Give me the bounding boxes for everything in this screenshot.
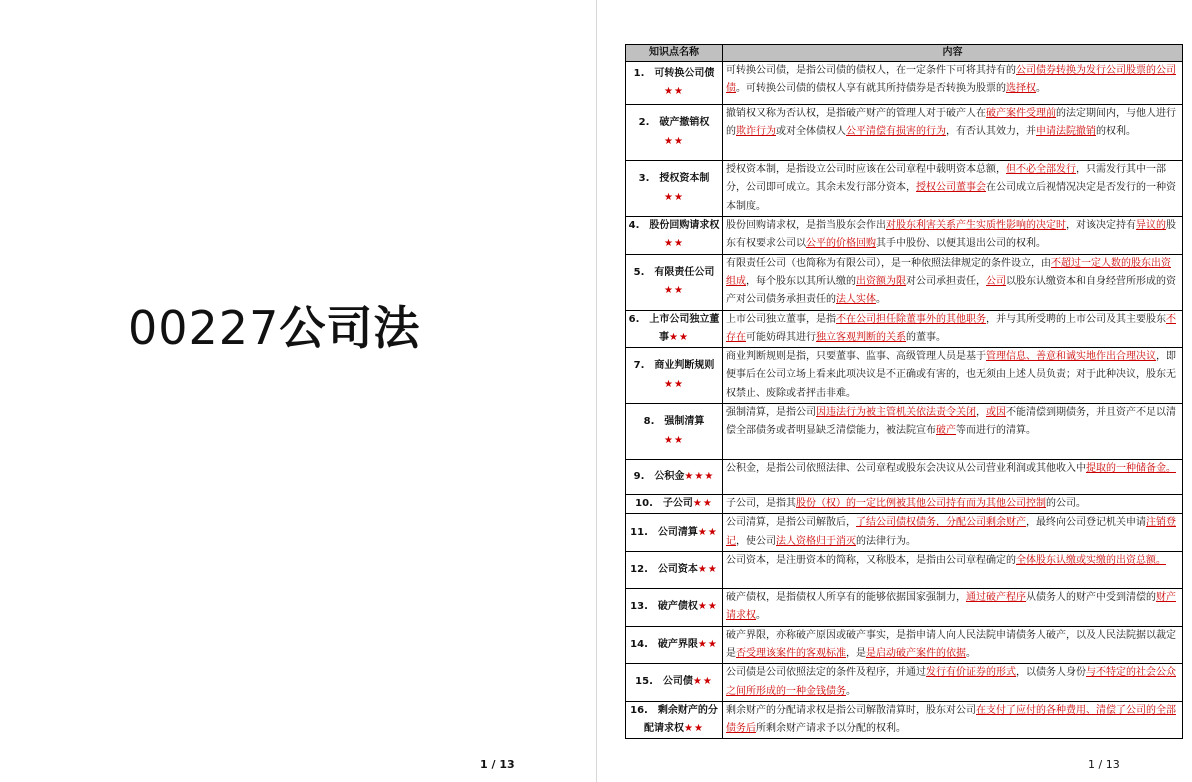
content-text: 的公司。 xyxy=(1046,498,1086,510)
table-row xyxy=(626,404,1183,460)
importance-stars: ★★ xyxy=(664,86,684,97)
highlighted-text: 注销登记 xyxy=(726,517,1176,547)
content-text: ，以债务人身份 xyxy=(1016,667,1086,679)
importance-stars: ★★ xyxy=(697,563,718,575)
content-text: 公司资本，是注册资本的简称，又称股本，是指由公司章程确定的 xyxy=(726,555,1016,567)
highlighted-text: 是启动破产案件的依据 xyxy=(866,647,966,659)
highlighted-text: 公司 xyxy=(986,275,1006,287)
importance-stars: ★★ xyxy=(664,191,684,203)
table-row xyxy=(626,460,1183,495)
table-row xyxy=(626,105,1183,161)
importance-stars: ★★ xyxy=(664,285,684,297)
highlighted-text: 授权公司董事会 xyxy=(916,182,986,194)
content-text: ，每个股东以其所认缴的 xyxy=(746,275,856,287)
highlighted-text: 股份（权）的一定比例被其他公司持有而为其他公司控制 xyxy=(796,498,1046,510)
content-text: 以股东认缴资本和自身经营所形成的资产对公司债务承担责任的 xyxy=(726,275,1176,306)
knowledge-content-cell xyxy=(723,664,1183,702)
table-header-row xyxy=(626,45,1183,62)
content-text: ， xyxy=(976,407,986,419)
content-text: 强制清算，是指公司 xyxy=(726,407,816,419)
highlighted-text: 不存在 xyxy=(726,313,1176,343)
importance-stars: ★★ xyxy=(664,378,684,390)
content-text: ，是 xyxy=(846,647,866,659)
highlighted-text: 出资额为限 xyxy=(856,275,906,287)
content-text: 。可转换公司债的债权人享有就其所持债券是否转换为股票的 xyxy=(736,83,1006,95)
importance-stars: ★★ xyxy=(697,601,718,613)
highlighted-text: 法人资格归于消灭 xyxy=(776,535,856,547)
knowledge-table xyxy=(625,44,1183,739)
content-text: 商业判断规则是指，只要董事、监事、高级管理人员是基于 xyxy=(726,351,986,363)
knowledge-name: 2. 破产撤销权 xyxy=(638,117,710,129)
knowledge-name-cell xyxy=(626,105,723,161)
knowledge-name-cell xyxy=(626,460,723,495)
content-text: 的董事。 xyxy=(906,331,946,343)
importance-stars: ★★ xyxy=(684,723,704,735)
header-content: 内容 xyxy=(723,45,1183,62)
importance-stars: ★★ xyxy=(692,498,713,510)
content-text: 或对全体债权人 xyxy=(776,126,846,138)
highlighted-text: 了结公司债权债务，分配公司剩余财产 xyxy=(856,517,1026,529)
content-text: 在公司成立后视情况决定是否发行的一种资本制度。 xyxy=(726,182,1176,212)
knowledge-content-cell xyxy=(723,310,1183,348)
knowledge-name-cell xyxy=(626,552,723,589)
table-row xyxy=(626,664,1183,702)
content-text: 股东有权要求公司以 xyxy=(726,220,1176,250)
knowledge-name: 4. 股份回购请求权 xyxy=(628,220,720,231)
knowledge-name-cell xyxy=(626,626,723,664)
content-text: 的法律行为。 xyxy=(856,535,916,547)
knowledge-name-cell xyxy=(626,310,723,348)
knowledge-name: 5. 有限责任公司 xyxy=(633,266,715,278)
importance-stars: ★★ xyxy=(692,676,713,688)
content-text: ，只需发行其中一部分，公司即可成立。其余未发行部分资本， xyxy=(726,164,1166,194)
content-text: 等而进行的清算。 xyxy=(956,425,1036,437)
knowledge-name: 1. 可转换公司债 xyxy=(633,67,715,79)
content-text: 股份回购请求权，是指当股东会作出 xyxy=(726,220,886,231)
knowledge-content-cell xyxy=(723,161,1183,217)
course-code: 00227 xyxy=(128,301,280,355)
table-row xyxy=(626,626,1183,664)
highlighted-text: 公平清偿有损害的行为 xyxy=(846,126,946,138)
content-text: 可转换公司债，是指公司债的债权人，在一定条件下可将其持有的 xyxy=(726,65,1016,76)
importance-stars: ★★ xyxy=(669,331,689,343)
knowledge-name-cell xyxy=(626,62,723,105)
document-title xyxy=(128,292,420,358)
content-text: 有限责任公司（也简称为有限公司），是一种依照法律规定的条件设立，由 xyxy=(726,257,1051,269)
highlighted-text: 管理信息、善意和诚实地作出合理决议 xyxy=(986,351,1156,363)
content-text: 。 xyxy=(756,610,766,622)
content-text: 破产界限，亦称破产原因或破产事实，是指申请人向人民法院申请债务人破产，以及人民法院据以裁定是 xyxy=(726,629,1176,659)
table-row xyxy=(626,62,1183,105)
table-row xyxy=(626,514,1183,552)
content-text: 的法定期间内，与他人进行的 xyxy=(726,108,1176,138)
knowledge-content-cell xyxy=(723,514,1183,552)
right-page xyxy=(597,0,1192,782)
content-text: 授权资本制，是指设立公司时应该在公司章程中载明资本总额， xyxy=(726,164,1006,175)
knowledge-name: 7. 商业判断规则 xyxy=(633,360,715,372)
knowledge-name: 10. 子公司 xyxy=(635,498,693,510)
highlighted-text: 不超过一定人数的股东出资组成 xyxy=(726,257,1171,287)
table-row xyxy=(626,254,1183,310)
content-text: 公司债是公司依照法定的条件及程序，并通过 xyxy=(726,667,926,679)
content-text: 剩余财产的分配请求权是指公司解散清算时，股东对公司 xyxy=(726,704,976,716)
importance-stars: ★★ xyxy=(697,526,718,538)
content-text: ，对该决定持有 xyxy=(1066,220,1136,231)
table-row xyxy=(626,348,1183,404)
table-row xyxy=(626,310,1183,348)
content-text: ，有否认其效力，并 xyxy=(946,126,1036,138)
content-text: 可能妨碍其进行 xyxy=(746,331,816,343)
knowledge-name-cell xyxy=(626,217,723,255)
header-name: 知识点名称 xyxy=(626,45,723,62)
highlighted-text: 通过破产程序 xyxy=(966,592,1026,604)
importance-stars: ★★ xyxy=(664,434,684,446)
content-text: ，并与其所受聘的上市公司及其主要股东 xyxy=(986,313,1166,325)
knowledge-name: 16. 剩余财产的分配请求权 xyxy=(630,704,718,735)
highlighted-text: 欺诈行为 xyxy=(736,126,776,138)
knowledge-name-cell xyxy=(626,254,723,310)
content-text: 公积金，是指公司依照法律、公司章程或股东会决议从公司营业利润或其他收入中 xyxy=(726,463,1086,475)
knowledge-name-cell xyxy=(626,404,723,460)
highlighted-text: 异议的 xyxy=(1136,220,1166,231)
knowledge-name-cell xyxy=(626,664,723,702)
knowledge-content-cell xyxy=(723,552,1183,589)
content-text: 所剩余财产请求予以分配的权利。 xyxy=(756,723,906,735)
highlighted-text: 法人实体 xyxy=(836,294,876,306)
highlighted-text: 公司债券转换为发行公司股票的公司债 xyxy=(726,65,1176,95)
highlighted-text: 全体股东认缴或实缴的出资总额。 xyxy=(1016,555,1166,567)
page-number: 1 / 13 xyxy=(480,758,515,771)
knowledge-content-cell xyxy=(723,254,1183,310)
knowledge-content-cell xyxy=(723,105,1183,161)
course-name: 公司法 xyxy=(279,301,421,355)
highlighted-text: 否受理该案件的客观标准 xyxy=(736,647,846,659)
content-text: 。 xyxy=(966,647,976,659)
knowledge-name: 3. 授权资本制 xyxy=(638,173,710,185)
highlighted-text: 与不特定的社会公众之间所形成的一种金钱债务 xyxy=(726,667,1176,697)
knowledge-name: 9. 公积金 xyxy=(633,471,685,483)
content-text: ，使公司 xyxy=(736,535,776,547)
highlighted-text: 在支付了应付的各种费用、清偿了公司的全部债务后 xyxy=(726,704,1176,735)
table-row xyxy=(626,217,1183,255)
knowledge-name: 14. 破产界限 xyxy=(630,638,698,650)
content-text: 。 xyxy=(1036,83,1046,95)
content-text: ，即便事后在公司立场上看来此项决议是不正确或有害的，也无须由上述人员负责；对于此种决议，股东无权禁止、废除或者抨击非难。 xyxy=(726,351,1176,399)
highlighted-text: 不在公司担任除董事外的其他职务 xyxy=(836,313,986,325)
knowledge-name-cell xyxy=(626,495,723,514)
knowledge-content-cell xyxy=(723,626,1183,664)
knowledge-content-cell xyxy=(723,495,1183,514)
content-text: 其手中股份、以便其退出公司的权利。 xyxy=(876,238,1046,250)
highlighted-text: 财产请求权 xyxy=(726,592,1176,622)
knowledge-name: 6. 上市公司独立董事 xyxy=(628,313,720,343)
highlighted-text: 或因 xyxy=(986,407,1006,419)
content-text: 的权利。 xyxy=(1096,126,1136,138)
knowledge-name: 13. 破产债权 xyxy=(630,601,698,613)
highlighted-text: 申请法院撤销 xyxy=(1036,126,1096,138)
highlighted-text: 破产案件受理前 xyxy=(986,108,1056,119)
knowledge-name-cell xyxy=(626,161,723,217)
knowledge-name: 11. 公司清算 xyxy=(630,526,698,538)
table-row xyxy=(626,161,1183,217)
knowledge-name: 8. 强制清算 xyxy=(643,416,705,428)
content-text: 破产债权，是指债权人所享有的能够依据国家强制力， xyxy=(726,592,966,604)
highlighted-text: 但不必全部发行 xyxy=(1006,164,1076,175)
knowledge-content-cell xyxy=(723,460,1183,495)
highlighted-text: 发行有价证券的形式 xyxy=(926,667,1016,679)
knowledge-content-cell xyxy=(723,217,1183,255)
highlighted-text: 破产 xyxy=(936,425,956,437)
highlighted-text: 公平的价格回购 xyxy=(806,238,876,250)
highlighted-text: 对股东利害关系产生实质性影响的决定时 xyxy=(886,220,1066,231)
knowledge-name-cell xyxy=(626,514,723,552)
highlighted-text: 因违法行为被主管机关依法责令关闭 xyxy=(816,407,976,419)
content-text: 公司清算，是指公司解散后， xyxy=(726,517,856,529)
importance-stars: ★★★ xyxy=(684,471,715,483)
table-row xyxy=(626,701,1183,739)
knowledge-content-cell xyxy=(723,348,1183,404)
importance-stars: ★★ xyxy=(664,238,684,250)
content-text: ，最终向公司登记机关申请 xyxy=(1026,517,1146,529)
content-text: 不能清偿到期债务，并且资产不足以清偿全部债务或者明显缺乏清偿能力，被法院宣布 xyxy=(726,407,1176,437)
importance-stars: ★★ xyxy=(664,135,684,147)
knowledge-content-cell xyxy=(723,701,1183,739)
knowledge-name: 12. 公司资本 xyxy=(630,563,698,575)
knowledge-content-cell xyxy=(723,62,1183,105)
highlighted-text: 选择权 xyxy=(1006,83,1036,95)
content-text: 撤销权又称为否认权，是指破产财产的管理人对于破产人在 xyxy=(726,108,986,119)
importance-stars: ★★ xyxy=(697,638,718,650)
knowledge-content-cell xyxy=(723,404,1183,460)
table-row xyxy=(626,589,1183,627)
content-text: 对公司承担责任， xyxy=(906,275,986,287)
content-text: 从债务人的财产中受到清偿的 xyxy=(1026,592,1156,604)
content-text: 。 xyxy=(846,685,856,697)
knowledge-name-cell xyxy=(626,348,723,404)
content-text: 。 xyxy=(876,294,886,306)
page-number: 1 / 13 xyxy=(1088,758,1120,771)
table-row xyxy=(626,495,1183,514)
highlighted-text: 提取的一种储备金。 xyxy=(1086,463,1176,475)
content-text: 上市公司独立董事，是指 xyxy=(726,313,836,325)
content-text: 子公司，是指其 xyxy=(726,498,796,510)
highlighted-text: 独立客观判断的关系 xyxy=(816,331,906,343)
knowledge-name: 15. 公司债 xyxy=(635,676,693,688)
knowledge-name-cell xyxy=(626,701,723,739)
table-row xyxy=(626,552,1183,589)
knowledge-name-cell xyxy=(626,589,723,627)
knowledge-content-cell xyxy=(723,589,1183,627)
